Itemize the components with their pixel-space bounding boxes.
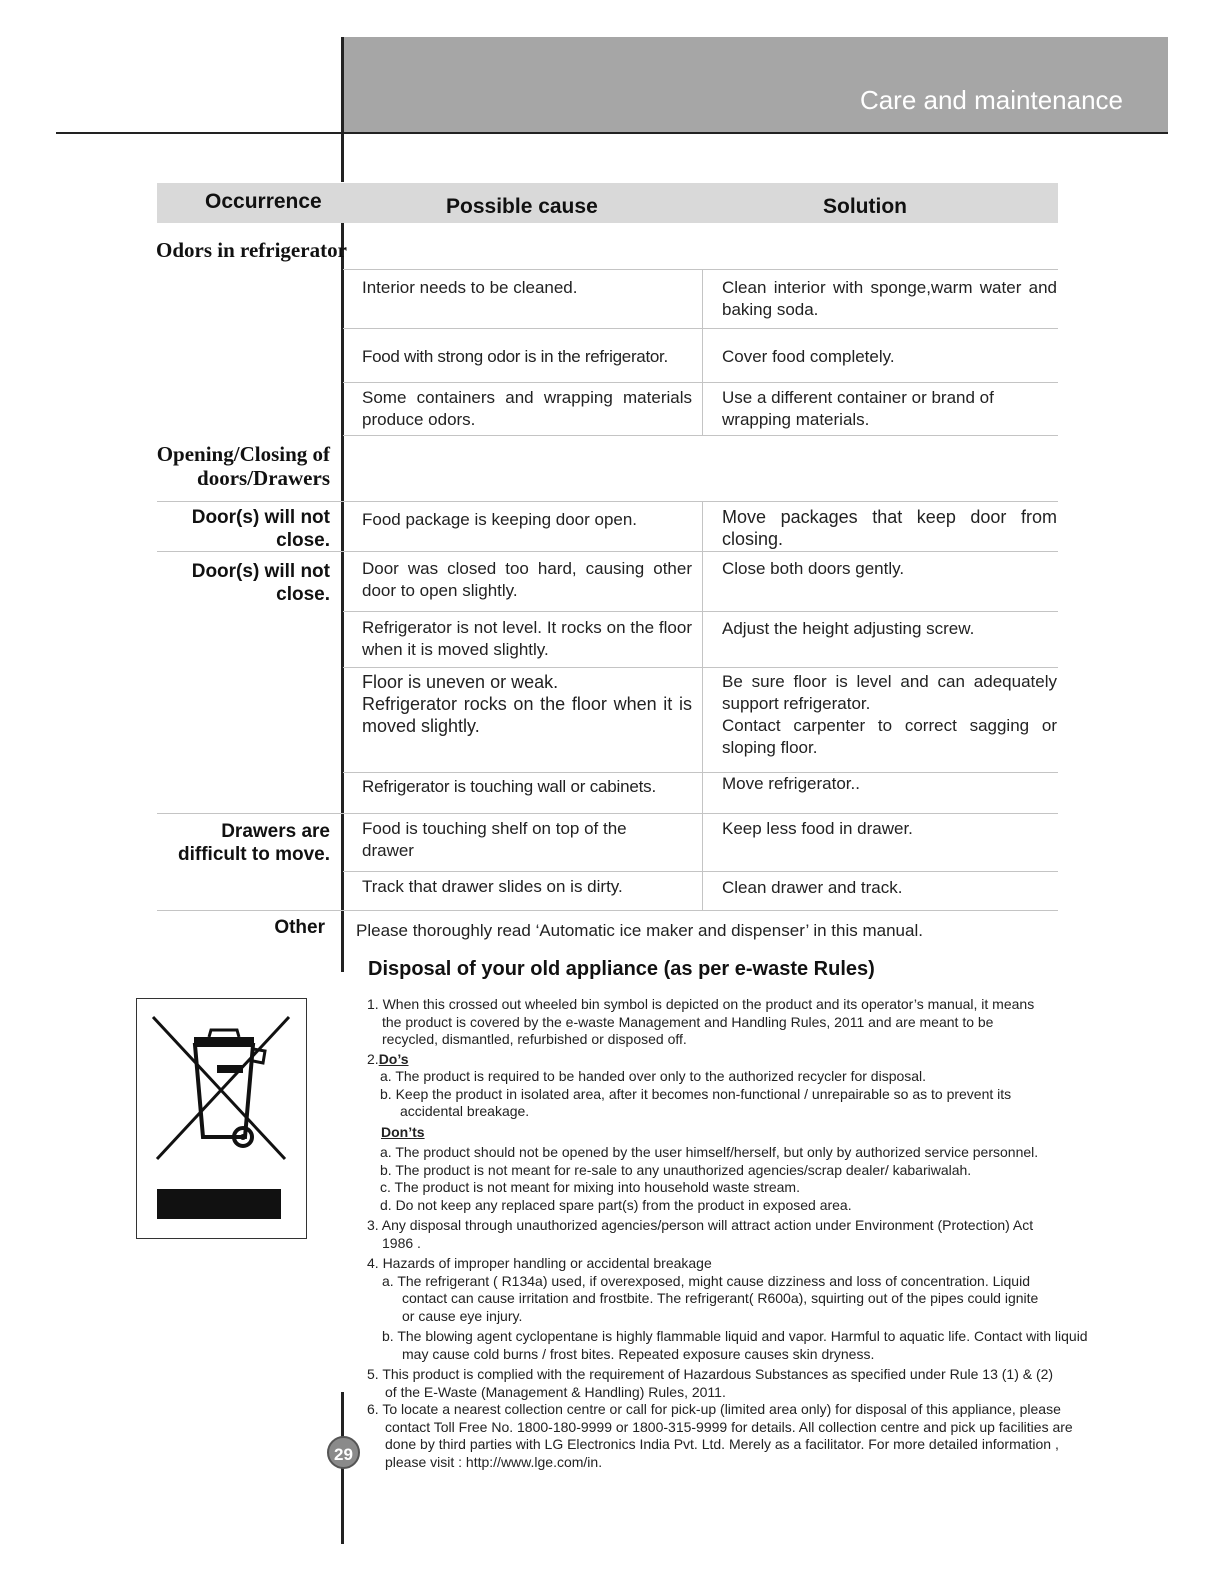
- occurrence-line: close.: [276, 530, 330, 551]
- solution-cell: Clean drawer and track.: [722, 878, 903, 897]
- header-solution: Solution: [823, 195, 907, 218]
- row-divider: [157, 910, 1058, 911]
- disposal-point-3: 3. Any disposal through unauthorized agencies/person will attract action under Environment (Protection) Act 1986 .: [367, 1217, 1034, 1251]
- solution-cell: Move packages that keep door from closing.: [722, 507, 1057, 549]
- occurrence-line: difficult to move.: [178, 844, 330, 865]
- page-section-title: Care and maintenance: [859, 85, 1123, 115]
- table-header: [157, 183, 1058, 223]
- row-divider: [343, 435, 1058, 436]
- cause-cell: [362, 671, 692, 737]
- donts-title: Don’ts: [381, 1123, 425, 1140]
- section-opening-line1: Opening/Closing of: [156, 442, 330, 466]
- section-opening-line2: doors/Drawers: [197, 466, 330, 490]
- row-divider: [157, 551, 1058, 552]
- disposal-dos-heading: [367, 1051, 1087, 1069]
- solution-cell: [722, 671, 1057, 759]
- disposal-point-6: 6. To locate a nearest collection centre or call for pick-up (limited area only) for disposal of this appliance, please contact Toll Free No. 1800-180-9999 or 1800-315-9999 for details. All collection centre and pick up facilities are done by third parties with LG Electronics India Pvt. Ltd. Merely as a facilitator. For more detailed information , please visit : http://www.lge.com/in.: [367, 1401, 1073, 1470]
- solution-cell: Adjust the height adjusting screw.: [722, 619, 975, 638]
- table-vertical-rule: [341, 269, 344, 502]
- occurrence-line: Door(s) will not: [191, 507, 330, 528]
- cause-cell: Some containers and wrapping materials produce odors.: [362, 388, 692, 429]
- disposal-body: [367, 996, 1087, 1471]
- row-divider: [157, 501, 1058, 502]
- cause-cell: Food is touching shelf on top of the drawer: [362, 819, 627, 860]
- header-bar: [343, 37, 1168, 134]
- section-odors: Odors in refrigerator: [156, 238, 347, 262]
- hazard-item-a: a. The refrigerant ( R134a) used, if overexposed, might cause dizziness and loss of concentration. Liquid contact can cause irritation and frostbite. The refrigerant( R600a), squirting out of the pipes could ignite or cause eye injury.: [382, 1272, 1039, 1324]
- donts-item-b: b. The product is not meant for re-sale to any unauthorized agencies/scrap dealer/ kabariwalah.: [380, 1161, 972, 1178]
- occurrence-line: Drawers are: [221, 821, 330, 842]
- row-divider: [343, 269, 1058, 270]
- solution-cell: Close both doors gently.: [722, 559, 905, 578]
- other-note: Please thoroughly read ‘Automatic ice maker and dispenser’ in this manual.: [356, 921, 923, 940]
- cause-cell: Interior needs to be cleaned.: [362, 278, 578, 297]
- row-divider: [343, 611, 1058, 612]
- column-divider: [702, 501, 703, 910]
- row-divider: [157, 813, 1058, 814]
- donts-item-a: a. The product should not be opened by the user himself/herself, but only by authorized service personnel.: [380, 1144, 1039, 1160]
- row-divider: [343, 871, 1058, 872]
- donts-item-c: c. The product is not meant for mixing into household waste stream.: [380, 1179, 800, 1195]
- solution-line: Be sure floor is level and can adequately support refrigerator.: [722, 672, 1057, 713]
- row-divider: [343, 328, 1058, 329]
- cause-cell: Refrigerator is not level. It rocks on the floor when it is moved slightly.: [362, 618, 692, 659]
- row-divider: [343, 382, 1058, 383]
- cause-cell: Track that drawer slides on is dirty.: [362, 877, 623, 896]
- disposal-point-1: 1. When this crossed out wheeled bin symbol is depicted on the product and its operator’s manual, it means the product is covered by the e-waste Management and Handling Rules, 2011 and are meant to be recycled, dismantled, refurbished or disposed off.: [367, 996, 1035, 1047]
- solution-cell: Use a different container or brand of wrapping materials.: [722, 388, 994, 429]
- weee-symbol-box: [136, 998, 307, 1239]
- cause-cell: Door was closed too hard, causing other door to open slightly.: [362, 559, 692, 600]
- cause-cell: Food with strong odor is in the refrigerator.: [362, 347, 668, 366]
- solution-cell: Clean interior with sponge,warm water and baking soda.: [722, 278, 1057, 319]
- dos-item-a: a. The product is required to be handed over only to the authorized recycler for disposal.: [380, 1068, 927, 1084]
- solution-cell: Keep less food in drawer.: [722, 819, 913, 838]
- header-possible-cause: Possible cause: [446, 195, 598, 218]
- cause-line: Floor is uneven or weak.: [362, 672, 559, 692]
- cause-line: Refrigerator rocks on the floor when it is moved slightly.: [362, 694, 692, 736]
- header-vertical-rule: [341, 37, 344, 182]
- occurrence-other: Other: [274, 917, 325, 938]
- header-rule: [56, 132, 1168, 134]
- dos-title: Do’s: [378, 1050, 409, 1067]
- occurrence-door-2: [150, 560, 330, 606]
- dos-item-b: b. Keep the product in isolated area, after it becomes non-functional / unrepairable so as to prevent its accidental breakage.: [380, 1085, 1012, 1119]
- solution-cell: Cover food completely.: [722, 347, 895, 366]
- hazard-item-b: b. The blowing agent cyclopentane is highly flammable liquid and vapor. Harmful to aquatic life. Contact with liquid may cause cold burns / frost bites. Repeated exposure causes skin dryness.: [382, 1328, 1088, 1362]
- table-vertical-rule: [341, 502, 344, 972]
- row-divider: [343, 667, 1058, 668]
- disposal-point-4: 4. Hazards of improper handling or accidental breakage: [367, 1255, 712, 1271]
- header-occurrence: Occurrence: [205, 190, 322, 213]
- cause-cell: Food package is keeping door open.: [362, 510, 638, 529]
- solution-line: Contact carpenter to correct sagging or sloping floor.: [722, 716, 1057, 757]
- solution-cell: Move refrigerator..: [722, 774, 860, 793]
- disposal-title: Disposal of your old appliance (as per e-waste Rules): [368, 958, 875, 980]
- occurrence-drawers: [150, 820, 330, 866]
- page-number-badge: 29: [327, 1436, 360, 1469]
- occurrence-door-1: [150, 506, 330, 552]
- donts-item-d: d. Do not keep any replaced spare part(s) from the product in exposed area.: [380, 1196, 852, 1213]
- donts-heading: [367, 1124, 1087, 1142]
- cause-cell: Refrigerator is touching wall or cabinets.: [362, 777, 656, 796]
- occurrence-line: Door(s) will not: [191, 561, 330, 582]
- disposal-point-5: 5. This product is complied with the requirement of Hazardous Substances as specified under Rule 13 (1) & (2) of the E-Waste (Management & Handling) Rules, 2011.: [367, 1366, 1054, 1400]
- dos-number: 2.: [367, 1050, 379, 1067]
- occurrence-line: close.: [276, 584, 330, 605]
- crossed-out-wheeled-bin-icon: [137, 999, 306, 1238]
